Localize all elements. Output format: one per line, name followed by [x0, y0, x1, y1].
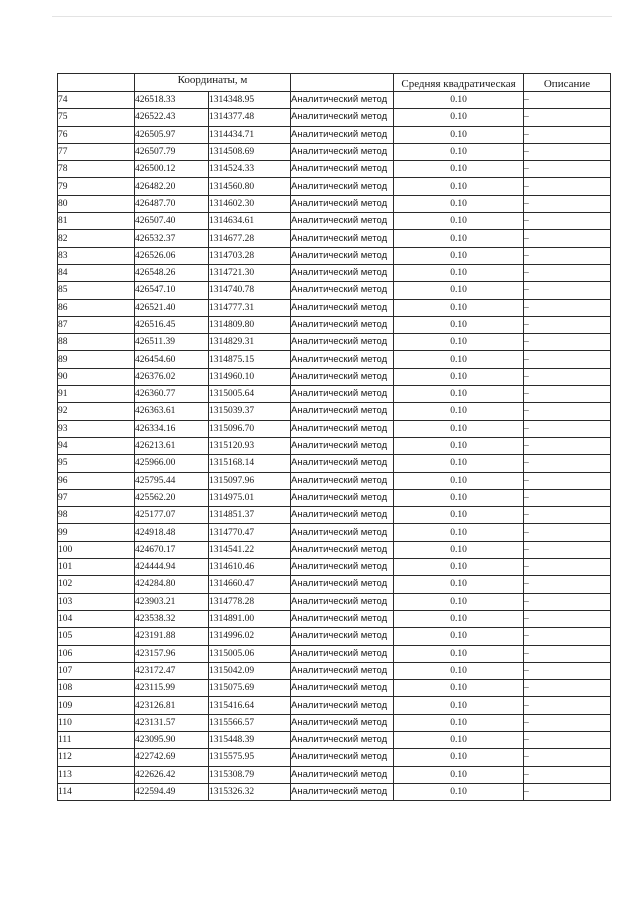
cell-y: 1314778.28 [209, 593, 291, 610]
cell-description: – [524, 316, 611, 333]
cell-description: – [524, 437, 611, 454]
table-row [58, 766, 611, 783]
cell-x: 426376.02 [135, 368, 209, 385]
cell-x: 426334.16 [135, 420, 209, 437]
table-row [58, 472, 611, 489]
cell-rms-error: 0.10 [394, 455, 524, 472]
cell-rms-error: 0.10 [394, 628, 524, 645]
cell-point-number: 82 [58, 230, 135, 247]
cell-point-number: 105 [58, 628, 135, 645]
cell-description: – [524, 368, 611, 385]
cell-method: Аналитический метод [291, 524, 394, 541]
cell-rms-error: 0.10 [394, 126, 524, 143]
cell-y: 1314891.00 [209, 610, 291, 627]
cell-y: 1314703.28 [209, 247, 291, 264]
cell-description: – [524, 213, 611, 230]
cell-description: – [524, 610, 611, 627]
cell-y: 1315566.57 [209, 714, 291, 731]
cell-rms-error: 0.10 [394, 386, 524, 403]
cell-description: – [524, 92, 611, 109]
cell-description: – [524, 351, 611, 368]
cell-x: 426521.40 [135, 299, 209, 316]
cell-x: 424284.80 [135, 576, 209, 593]
cell-point-number: 112 [58, 749, 135, 766]
cell-x: 426516.45 [135, 316, 209, 333]
cell-method: Аналитический метод [291, 386, 394, 403]
cell-description: – [524, 489, 611, 506]
table-row [58, 368, 611, 385]
cell-description: – [524, 662, 611, 679]
cell-method: Аналитический метод [291, 403, 394, 420]
cell-y: 1314677.28 [209, 230, 291, 247]
cell-description: – [524, 126, 611, 143]
cell-description: – [524, 264, 611, 281]
cell-x: 426507.40 [135, 213, 209, 230]
cell-y: 1315308.79 [209, 766, 291, 783]
cell-point-number: 110 [58, 714, 135, 731]
cell-x: 422626.42 [135, 766, 209, 783]
cell-point-number: 85 [58, 282, 135, 299]
cell-point-number: 100 [58, 541, 135, 558]
cell-rms-error: 0.10 [394, 213, 524, 230]
cell-point-number: 79 [58, 178, 135, 195]
header-point-number [58, 74, 135, 92]
cell-method: Аналитический метод [291, 143, 394, 160]
cell-rms-error: 0.10 [394, 680, 524, 697]
cell-description: – [524, 230, 611, 247]
cell-y: 1314602.30 [209, 195, 291, 212]
cell-y: 1314770.47 [209, 524, 291, 541]
cell-y: 1315039.37 [209, 403, 291, 420]
cell-point-number: 90 [58, 368, 135, 385]
table-row [58, 645, 611, 662]
header-rms-error: Средняя квадратическая [394, 74, 524, 92]
cell-y: 1314524.33 [209, 161, 291, 178]
cell-method: Аналитический метод [291, 282, 394, 299]
cell-y: 1315448.39 [209, 731, 291, 748]
cell-rms-error: 0.10 [394, 524, 524, 541]
cell-x: 426511.39 [135, 334, 209, 351]
cell-method: Аналитический метод [291, 334, 394, 351]
table-row [58, 783, 611, 800]
cell-rms-error: 0.10 [394, 731, 524, 748]
cell-method: Аналитический метод [291, 680, 394, 697]
cell-description: – [524, 161, 611, 178]
table-row [58, 386, 611, 403]
cell-method: Аналитический метод [291, 645, 394, 662]
cell-point-number: 89 [58, 351, 135, 368]
cell-description: – [524, 334, 611, 351]
cell-method: Аналитический метод [291, 161, 394, 178]
cell-y: 1315326.32 [209, 783, 291, 800]
table-row [58, 489, 611, 506]
cell-x: 423538.32 [135, 610, 209, 627]
cell-description: – [524, 766, 611, 783]
cell-y: 1315042.09 [209, 662, 291, 679]
table-row [58, 143, 611, 160]
cell-rms-error: 0.10 [394, 714, 524, 731]
cell-rms-error: 0.10 [394, 749, 524, 766]
cell-point-number: 104 [58, 610, 135, 627]
cell-point-number: 95 [58, 455, 135, 472]
cell-point-number: 103 [58, 593, 135, 610]
table-header-row [58, 74, 611, 92]
cell-point-number: 101 [58, 559, 135, 576]
cell-description: – [524, 628, 611, 645]
cell-rms-error: 0.10 [394, 507, 524, 524]
table-row [58, 420, 611, 437]
cell-method: Аналитический метод [291, 766, 394, 783]
cell-description: – [524, 195, 611, 212]
cell-rms-error: 0.10 [394, 109, 524, 126]
cell-description: – [524, 559, 611, 576]
cell-point-number: 98 [58, 507, 135, 524]
cell-y: 1314634.61 [209, 213, 291, 230]
cell-y: 1315120.93 [209, 437, 291, 454]
table-row [58, 680, 611, 697]
cell-point-number: 74 [58, 92, 135, 109]
cell-method: Аналитический метод [291, 351, 394, 368]
table-row [58, 697, 611, 714]
cell-method: Аналитический метод [291, 662, 394, 679]
cell-y: 1314434.71 [209, 126, 291, 143]
cell-y: 1315005.06 [209, 645, 291, 662]
cell-x: 422594.49 [135, 783, 209, 800]
cell-x: 426507.79 [135, 143, 209, 160]
table-row [58, 126, 611, 143]
cell-point-number: 106 [58, 645, 135, 662]
cell-x: 426454.60 [135, 351, 209, 368]
cell-method: Аналитический метод [291, 628, 394, 645]
cell-method: Аналитический метод [291, 92, 394, 109]
table-row [58, 541, 611, 558]
cell-x: 425562.20 [135, 489, 209, 506]
cell-y: 1315097.96 [209, 472, 291, 489]
cell-x: 426363.61 [135, 403, 209, 420]
cell-y: 1315005.64 [209, 386, 291, 403]
cell-description: – [524, 386, 611, 403]
cell-y: 1314740.78 [209, 282, 291, 299]
cell-x: 422742.69 [135, 749, 209, 766]
cell-y: 1314660.47 [209, 576, 291, 593]
cell-description: – [524, 783, 611, 800]
cell-point-number: 107 [58, 662, 135, 679]
cell-rms-error: 0.10 [394, 403, 524, 420]
cell-y: 1314508.69 [209, 143, 291, 160]
cell-method: Аналитический метод [291, 714, 394, 731]
cell-description: – [524, 507, 611, 524]
cell-rms-error: 0.10 [394, 541, 524, 558]
cell-x: 426360.77 [135, 386, 209, 403]
cell-description: – [524, 541, 611, 558]
cell-method: Аналитический метод [291, 783, 394, 800]
cell-method: Аналитический метод [291, 749, 394, 766]
cell-method: Аналитический метод [291, 126, 394, 143]
cell-point-number: 78 [58, 161, 135, 178]
cell-y: 1315096.70 [209, 420, 291, 437]
cell-rms-error: 0.10 [394, 645, 524, 662]
cell-rms-error: 0.10 [394, 783, 524, 800]
table-row [58, 593, 611, 610]
table-row [58, 178, 611, 195]
coordinates-table [57, 73, 611, 801]
table-row [58, 92, 611, 109]
cell-rms-error: 0.10 [394, 334, 524, 351]
cell-rms-error: 0.10 [394, 437, 524, 454]
cell-description: – [524, 109, 611, 126]
table-row [58, 628, 611, 645]
cell-description: – [524, 524, 611, 541]
cell-point-number: 76 [58, 126, 135, 143]
cell-y: 1315575.95 [209, 749, 291, 766]
cell-point-number: 93 [58, 420, 135, 437]
cell-y: 1314875.15 [209, 351, 291, 368]
cell-y: 1314777.31 [209, 299, 291, 316]
cell-point-number: 83 [58, 247, 135, 264]
cell-point-number: 75 [58, 109, 135, 126]
table-row [58, 662, 611, 679]
table-row [58, 610, 611, 627]
table-row [58, 230, 611, 247]
cell-description: – [524, 645, 611, 662]
cell-x: 426518.33 [135, 92, 209, 109]
cell-description: – [524, 143, 611, 160]
cell-method: Аналитический метод [291, 230, 394, 247]
cell-y: 1314541.22 [209, 541, 291, 558]
table-row [58, 731, 611, 748]
cell-method: Аналитический метод [291, 316, 394, 333]
cell-rms-error: 0.10 [394, 766, 524, 783]
cell-rms-error: 0.10 [394, 92, 524, 109]
cell-method: Аналитический метод [291, 697, 394, 714]
cell-description: – [524, 593, 611, 610]
cell-y: 1315168.14 [209, 455, 291, 472]
cell-rms-error: 0.10 [394, 351, 524, 368]
cell-x: 423126.81 [135, 697, 209, 714]
cell-x: 425177.07 [135, 507, 209, 524]
cell-rms-error: 0.10 [394, 264, 524, 281]
cell-y: 1314721.30 [209, 264, 291, 281]
cell-method: Аналитический метод [291, 368, 394, 385]
cell-method: Аналитический метод [291, 299, 394, 316]
cell-y: 1314610.46 [209, 559, 291, 576]
cell-point-number: 99 [58, 524, 135, 541]
table-row [58, 403, 611, 420]
table-row [58, 213, 611, 230]
cell-x: 426213.61 [135, 437, 209, 454]
cell-method: Аналитический метод [291, 264, 394, 281]
cell-method: Аналитический метод [291, 472, 394, 489]
cell-method: Аналитический метод [291, 541, 394, 558]
cell-point-number: 77 [58, 143, 135, 160]
cell-method: Аналитический метод [291, 559, 394, 576]
cell-x: 426500.12 [135, 161, 209, 178]
cell-rms-error: 0.10 [394, 610, 524, 627]
cell-method: Аналитический метод [291, 420, 394, 437]
cell-rms-error: 0.10 [394, 299, 524, 316]
cell-description: – [524, 299, 611, 316]
cell-x: 426547.10 [135, 282, 209, 299]
cell-y: 1314975.01 [209, 489, 291, 506]
cell-point-number: 109 [58, 697, 135, 714]
cell-point-number: 87 [58, 316, 135, 333]
cell-method: Аналитический метод [291, 731, 394, 748]
cell-method: Аналитический метод [291, 213, 394, 230]
cell-point-number: 96 [58, 472, 135, 489]
cell-y: 1314377.48 [209, 109, 291, 126]
cell-rms-error: 0.10 [394, 559, 524, 576]
cell-point-number: 88 [58, 334, 135, 351]
cell-description: – [524, 472, 611, 489]
cell-rms-error: 0.10 [394, 662, 524, 679]
cell-rms-error: 0.10 [394, 472, 524, 489]
cell-point-number: 81 [58, 213, 135, 230]
cell-description: – [524, 576, 611, 593]
table-row [58, 714, 611, 731]
cell-x: 423903.21 [135, 593, 209, 610]
cell-method: Аналитический метод [291, 178, 394, 195]
table-row [58, 437, 611, 454]
table-row [58, 351, 611, 368]
table-row [58, 524, 611, 541]
cell-rms-error: 0.10 [394, 230, 524, 247]
table-row [58, 559, 611, 576]
cell-rms-error: 0.10 [394, 247, 524, 264]
cell-description: – [524, 403, 611, 420]
cell-x: 426532.37 [135, 230, 209, 247]
table-row [58, 334, 611, 351]
table-row [58, 161, 611, 178]
cell-rms-error: 0.10 [394, 697, 524, 714]
cell-x: 426487.70 [135, 195, 209, 212]
cell-point-number: 102 [58, 576, 135, 593]
header-method [291, 74, 394, 92]
cell-x: 423115.99 [135, 680, 209, 697]
cell-y: 1314851.37 [209, 507, 291, 524]
cell-description: – [524, 420, 611, 437]
cell-method: Аналитический метод [291, 247, 394, 264]
cell-point-number: 97 [58, 489, 135, 506]
cell-point-number: 94 [58, 437, 135, 454]
cell-point-number: 113 [58, 766, 135, 783]
cell-method: Аналитический метод [291, 489, 394, 506]
cell-x: 424918.48 [135, 524, 209, 541]
cell-method: Аналитический метод [291, 507, 394, 524]
cell-point-number: 114 [58, 783, 135, 800]
table-row [58, 195, 611, 212]
cell-y: 1314348.95 [209, 92, 291, 109]
cell-description: – [524, 680, 611, 697]
cell-y: 1314829.31 [209, 334, 291, 351]
cell-y: 1315416.64 [209, 697, 291, 714]
cell-x: 426526.06 [135, 247, 209, 264]
cell-description: – [524, 697, 611, 714]
cell-point-number: 108 [58, 680, 135, 697]
cell-rms-error: 0.10 [394, 576, 524, 593]
cell-point-number: 86 [58, 299, 135, 316]
table-row [58, 749, 611, 766]
table-row [58, 316, 611, 333]
cell-rms-error: 0.10 [394, 420, 524, 437]
cell-y: 1314996.02 [209, 628, 291, 645]
table-row [58, 299, 611, 316]
cell-x: 423095.90 [135, 731, 209, 748]
cell-x: 425795.44 [135, 472, 209, 489]
cell-point-number: 92 [58, 403, 135, 420]
table-row [58, 507, 611, 524]
cell-method: Аналитический метод [291, 576, 394, 593]
cell-y: 1314809.80 [209, 316, 291, 333]
cell-method: Аналитический метод [291, 195, 394, 212]
cell-method: Аналитический метод [291, 109, 394, 126]
cell-point-number: 84 [58, 264, 135, 281]
cell-x: 424670.17 [135, 541, 209, 558]
table-row [58, 455, 611, 472]
cell-method: Аналитический метод [291, 437, 394, 454]
cell-rms-error: 0.10 [394, 143, 524, 160]
cell-method: Аналитический метод [291, 593, 394, 610]
cell-y: 1314960.10 [209, 368, 291, 385]
cell-description: – [524, 714, 611, 731]
cell-description: – [524, 731, 611, 748]
cell-x: 424444.94 [135, 559, 209, 576]
cell-point-number: 80 [58, 195, 135, 212]
cell-rms-error: 0.10 [394, 195, 524, 212]
cell-x: 426522.43 [135, 109, 209, 126]
cell-point-number: 91 [58, 386, 135, 403]
table-row [58, 264, 611, 281]
cell-y: 1315075.69 [209, 680, 291, 697]
cell-method: Аналитический метод [291, 610, 394, 627]
table-row [58, 576, 611, 593]
page-edge-line [52, 16, 612, 17]
cell-description: – [524, 282, 611, 299]
cell-rms-error: 0.10 [394, 282, 524, 299]
cell-x: 423157.96 [135, 645, 209, 662]
cell-rms-error: 0.10 [394, 489, 524, 506]
cell-y: 1314560.80 [209, 178, 291, 195]
table-row [58, 282, 611, 299]
cell-rms-error: 0.10 [394, 316, 524, 333]
header-coordinates: Координаты, м [135, 74, 291, 92]
cell-x: 423191.88 [135, 628, 209, 645]
cell-rms-error: 0.10 [394, 368, 524, 385]
cell-description: – [524, 247, 611, 264]
cell-x: 426505.97 [135, 126, 209, 143]
cell-description: – [524, 178, 611, 195]
table-row [58, 109, 611, 126]
cell-x: 423172.47 [135, 662, 209, 679]
table-row [58, 247, 611, 264]
header-description: Описание [524, 74, 611, 92]
cell-x: 423131.57 [135, 714, 209, 731]
cell-method: Аналитический метод [291, 455, 394, 472]
cell-x: 425966.00 [135, 455, 209, 472]
cell-rms-error: 0.10 [394, 178, 524, 195]
cell-rms-error: 0.10 [394, 593, 524, 610]
cell-x: 426482.20 [135, 178, 209, 195]
cell-x: 426548.26 [135, 264, 209, 281]
cell-description: – [524, 749, 611, 766]
cell-rms-error: 0.10 [394, 161, 524, 178]
table-body [58, 92, 611, 801]
cell-description: – [524, 455, 611, 472]
cell-point-number: 111 [58, 731, 135, 748]
